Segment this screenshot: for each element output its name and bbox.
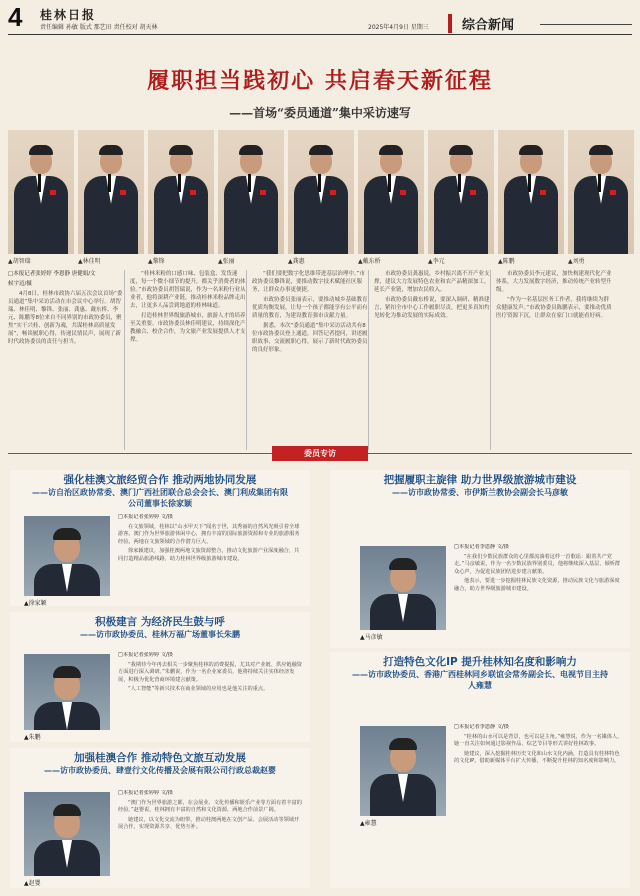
column-rule: [246, 270, 247, 450]
commissioner-story: [330, 652, 630, 888]
portrait-caption: ▲胡智瑞: [8, 258, 31, 265]
story-text: [454, 544, 624, 644]
portrait-mic: [318, 174, 321, 192]
photo-hair: [389, 558, 417, 570]
article-paragraph: 市政协委员李元建议，加快构建现代化产业体系，大力发展数字经济，推动传统产业转型升级。: [496, 271, 612, 293]
portrait-hair: [309, 145, 333, 155]
story-subtitle: ——访市政协委员、肆壹行文化传播及会展有限公司行政总裁赵婴: [44, 766, 276, 775]
portrait-mic: [178, 174, 181, 192]
portrait-mic: [108, 174, 111, 192]
column-rule: [490, 270, 491, 450]
portrait-mic: [528, 174, 531, 192]
story-paragraph: 她建议，以文化交流为纽带，推动桂澳两地在文创产品、会展活动等领域开展合作，实现资源共享、优势互补。: [118, 816, 300, 831]
photo-hair: [53, 528, 81, 540]
portrait-hair: [449, 145, 473, 155]
article-column: [496, 270, 612, 450]
article-paragraph: 打造桂林世界级旅游城市，旅游人才的培养至关重要。市政协委员林佳明建议，持续深化产教融合、校企合作，为文旅产业发展提供人才支撑。: [130, 313, 246, 343]
page-headline: 履职担当践初心 共启春天新征程: [147, 69, 493, 94]
portrait-hair: [169, 145, 193, 155]
portrait-badge: [260, 190, 266, 195]
header-rule: [8, 34, 632, 35]
story-paragraph: “桂林的山水可以是背景，也可以是主角。”雍慧说，作为一名媒体人，她一直关注如何通过影视作品、综艺节目等形式讲好桂林故事。: [454, 733, 623, 748]
story-subtitle: ——访自治区政协常委、澳门广西社团联合总会会长、澳门利成集团有限公司董事长徐家颖: [32, 488, 288, 508]
story-paragraph: 徐家颖建议，加强桂澳两地文旅资源整合，推动文化旅游产业深度融合，共同打造精品旅游线路，助力桂林世界级旅游城市建设。: [118, 548, 300, 562]
portrait-caption: ▲张丽: [218, 258, 235, 265]
photo-caption: ▲雍慧: [360, 820, 377, 827]
photo-hair: [53, 804, 81, 816]
article-paragraph: “桂林米粉的口感口味、包装盒、发货速度，每一个微小细节的提升，都关乎消费者的体验。”市政协委员胡智瑞说，作为一名米粉行业从业者，他将深耕产业链，推动桂林米粉品牌走出去，让更多人品尝到地道的桂林味道。: [130, 271, 246, 309]
story-paragraph: 她建议，深入挖掘桂林历史文化和山水文化内涵，打造具有桂林特色的文化IP，借助新媒体平台扩大传播，不断提升桂林的知名度和影响力。: [454, 750, 620, 765]
portrait-badge: [50, 190, 56, 195]
portrait-badge: [120, 190, 126, 195]
story-text: [118, 514, 304, 602]
portrait-caption: ▲刘勇: [568, 258, 585, 265]
interviewee-photo: [360, 546, 446, 630]
story-byline: □本报记者张婷婷 文/摄: [118, 652, 173, 658]
portrait-mic: [598, 174, 601, 192]
story-paragraph: “人工智能”等新兴技术在商业领域的应用也是他关注的重点。: [128, 686, 269, 693]
portrait-photo: [568, 130, 634, 254]
portrait-mic: [248, 174, 251, 192]
portrait-photo: [428, 130, 494, 254]
story-subtitle: ——访市政协委员、桂林万福广场董事长朱鹏: [80, 630, 240, 639]
portrait-caption: ▲黎锋: [148, 258, 165, 265]
portrait-hair: [99, 145, 123, 155]
section-rule: [540, 24, 632, 25]
article-paragraph: 4月8日，桂林市政协六届五次会议首场“委员通道”集中采访活动在市会议中心举行。胡智瑞、林佳明、黎锋、张丽、龚惠、戴东桥、李元、陈鹏等8位来自不同界别的市政协委员，聚焦“实干兴桂、创新为魂，共谋桂林高质量发展”，畅谈履职心得，传递民情民声，展现了新时代政协委员的责任与担当。: [8, 291, 123, 345]
interviewee-photo: [24, 792, 110, 876]
section-tag: 委员专访: [272, 446, 368, 461]
article-byline: □本报记者张婷婷 李恩静 唐健娟/文: [8, 271, 96, 277]
page-number: 4: [8, 2, 23, 32]
story-paragraph: 他表示，要进一步挖掘桂林民族文化资源，推动民族文化与旅游深度融合，助力世界级旅游城市建设。: [454, 578, 620, 592]
story-subtitle: ——访市政协委员、香港广西桂林同乡联谊会常务副会长、电视节目主持人雍慧: [352, 670, 608, 690]
photo-hair: [53, 666, 81, 678]
portrait-caption: ▲李元: [428, 258, 445, 265]
story-text: [118, 652, 304, 738]
portrait-mic: [38, 174, 41, 192]
article-paragraph: 据悉，本次“委员通道”集中采访活动共有8位市政协委员登上通道，回答记者提问，讲述履职故事，交流履职心得，展示了新时代政协委员的良好形象。: [252, 323, 368, 353]
commissioner-story: [330, 470, 630, 648]
portrait-photo: [358, 130, 424, 254]
story-title: 加强桂澳合作 推动特色文旅互动发展: [74, 752, 246, 764]
photo-caption: ▲马彦敏: [360, 634, 383, 641]
portrait-badge: [330, 190, 336, 195]
portrait-caption: ▲陈鹏: [498, 258, 515, 265]
story-paragraph: “澳门作为世界旅游之都，在会展业、文化传播和娱乐产业等方面有着丰富的经验。”赵婴说，桂林拥有丰富的自然和文化资源，两地合作前景广阔。: [118, 799, 302, 814]
portrait-hair: [379, 145, 403, 155]
interviewee-photo: [24, 516, 110, 596]
portrait-badge: [610, 190, 616, 195]
article-column: [130, 270, 246, 450]
article-paragraph: 市政协委员戴东桥说，要深入调研、精准建言，紧扣全市中心工作履职尽责，把更多真知灼见转化为推动发展的实际成效。: [374, 297, 490, 319]
story-subtitle: ——访市政协常委、市伊斯兰教协会副会长马彦敏: [392, 488, 568, 497]
commissioner-story: [10, 470, 310, 606]
portrait-badge: [190, 190, 196, 195]
photo-caption: ▲徐家颖: [24, 600, 47, 607]
article-photographer: 候宇迈/摄: [8, 281, 32, 287]
portrait-photo: [288, 130, 354, 254]
portrait-mic: [458, 174, 461, 192]
story-title: 打造特色文化IP 提升桂林知名度和影响力: [383, 656, 577, 668]
portrait-photo: [148, 130, 214, 254]
article-paragraph: “作为一名基层医务工作者，我将继续为群众健康发声。”市政协委员陈鹏表示，要推动优质医疗资源下沉，让群众在家门口就能看好病。: [496, 297, 612, 319]
portrait-mic: [388, 174, 391, 192]
photo-caption: ▲朱鹏: [24, 734, 41, 741]
story-byline: □本报记者李恩静 文/摄: [454, 724, 509, 730]
portrait-badge: [470, 190, 476, 195]
story-byline: □本报记者李恩静 文/摄: [454, 544, 509, 550]
portrait-hair: [519, 145, 543, 155]
portrait-hair: [589, 145, 613, 155]
photo-hair: [389, 738, 417, 750]
story-paragraph: 在文旅领域，桂林以“山水甲天下”闻名于世，其秀丽的自然风光吸引着全球游客。澳门作为世界旅游休闲中心，拥有丰富的国际旅游资源和专业的旅游服务经验。两地在文旅领域的合作潜力巨大。: [118, 523, 300, 545]
story-byline: □本报记者张婷婷 文/摄: [118, 790, 173, 796]
article-column: [374, 270, 490, 450]
story-byline: □本报记者张婷婷 文/摄: [118, 514, 173, 520]
editors-line: 责任编辑 孙敏 版式 那艺田 责任校对 胡天林: [40, 24, 158, 31]
portrait-photo: [78, 130, 144, 254]
page-subheadline: ——首场“委员通道”集中采访速写: [229, 106, 411, 120]
portrait-caption: ▲戴东桥: [358, 258, 381, 265]
portrait-hair: [239, 145, 263, 155]
portrait-caption: ▲龚惠: [288, 258, 305, 265]
story-title: 把握履职主旋律 助力世界级旅游城市建设: [383, 474, 577, 486]
portrait-photo: [498, 130, 564, 254]
story-text: [454, 724, 624, 884]
paper-name: 桂林日报: [40, 8, 97, 22]
portrait-photo: [8, 130, 74, 254]
story-title: 强化桂澳文旅经贸合作 推动两地协同发展: [63, 474, 257, 486]
photo-caption: ▲赵婴: [24, 880, 41, 887]
column-rule: [368, 270, 369, 450]
interviewee-photo: [24, 654, 110, 730]
portrait-badge: [540, 190, 546, 195]
portrait-hair: [29, 145, 53, 155]
date-line: 2025年4月9日 星期三: [368, 24, 429, 31]
article-paragraph: “我们要把数字化思维带进基层治理中。”市政协委员黎锋说，要推动数字技术赋能社区服务，让群众办事更便捷。: [252, 271, 365, 293]
article-column: [252, 270, 368, 450]
story-paragraph: “在我们少数民族群众的心里都流淌着这样一首歌谣：跟着共产党走。”马彦敏说，作为一名少数民族界别委员，他将继续深入基层，倾听群众心声，为促进民族团结进步建言献策。: [454, 553, 621, 575]
commissioner-story: [10, 748, 310, 888]
story-title: 积极建言 为经济民生鼓与呼: [95, 616, 225, 628]
article-column: [8, 270, 124, 450]
section-title: 综合新闻: [448, 14, 514, 33]
story-paragraph: “我期待今年再去相关一步聚焦桂林的消费提振，尤其对产业链、供应链融资方面进行深入调研。”朱鹏说，作为一名企业家委员，他将持续关注实体经济发展，积极为优化营商环境建言献策。: [118, 661, 302, 683]
interviewee-photo: [360, 726, 446, 816]
story-text: [118, 790, 304, 884]
article-paragraph: 市政协委员张丽表示，要推动城乡基础教育优质均衡发展，让每一个孩子都能享有公平而有质量的教育，为建设教育强市贡献力量。: [252, 297, 368, 319]
portrait-photo: [218, 130, 284, 254]
portrait-badge: [400, 190, 406, 195]
portrait-caption: ▲林佳明: [78, 258, 101, 265]
commissioner-story: [10, 612, 310, 742]
article-paragraph: 市政协委员龚惠说，乡村振兴离不开产业支撑，建议大力发展特色农业和农产品精深加工，延长产业链，增加农民收入。: [374, 271, 490, 293]
column-rule: [124, 270, 125, 450]
